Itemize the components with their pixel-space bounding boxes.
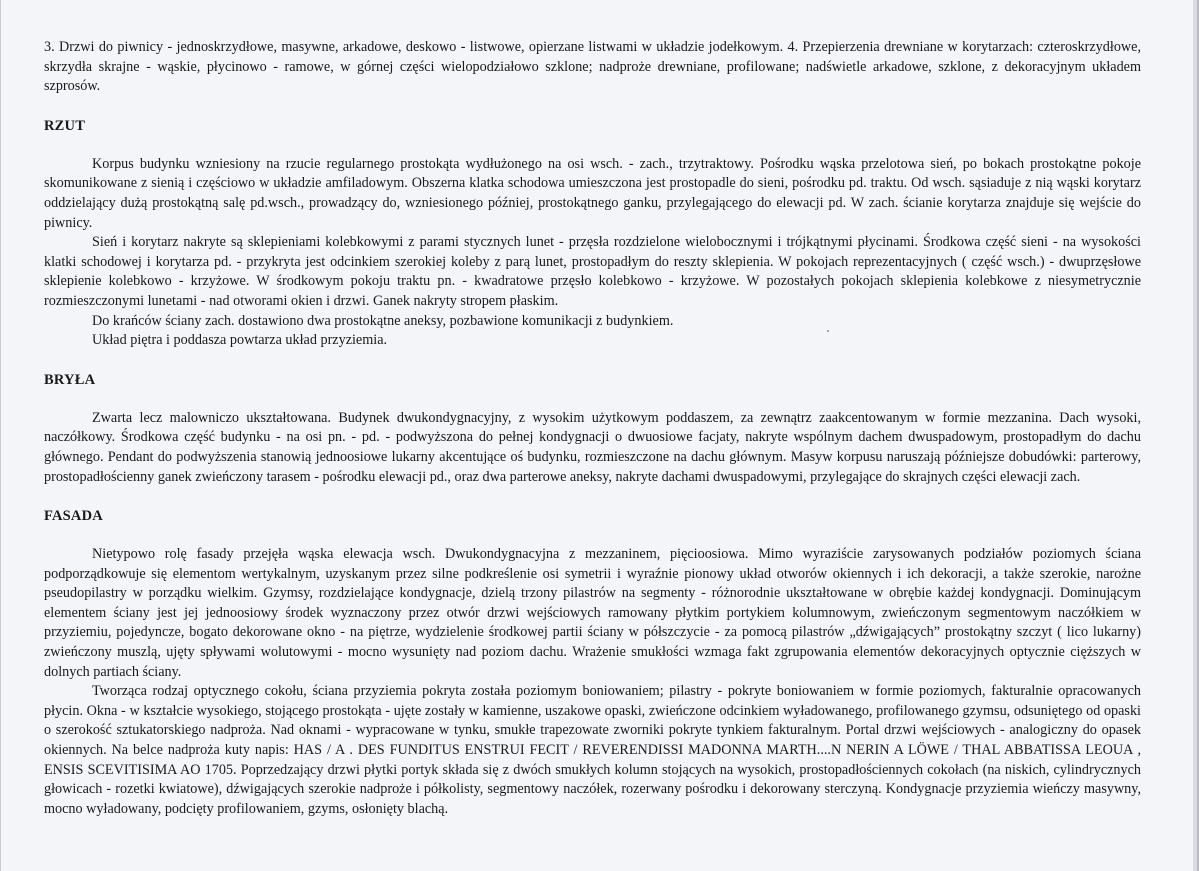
rzut-paragraph-1: Korpus budynku wzniesiony na rzucie regularnego prostokąta wydłużonego na osi wsch. - zach., trzytraktowy. Pośrodku wąska przelotowa sień, po bokach prostokątne pokoje skomunikowane z sienią i częściowo w układzie amfiladowym. Obszerna klatka schodowa umieszczona jest prostopadle do sieni, pośrodku pd. traktu. Od wsch. sąsiaduje z nią wąski korytarz oddzielający dużą prostokątną salę pd.wsch., prowadzący do, wzniesionego później, prostokątnego ganku, przylegającego do elewacji pd. W zach. ścianie korytarza znajduje się wejście do piwnicy. <box>44 155 1141 231</box>
rzut-paragraph-3: Do krańców ściany zach. dostawiono dwa prostokątne aneksy, pozbawione komunikacji z budynkiem. <box>92 312 674 329</box>
section-heading-bryla: BRYŁA <box>44 371 96 388</box>
rzut-paragraph-2: Sień i korytarz nakryte są sklepieniami kolebkowymi z parami stycznych lunet - przęsła rozdzielone wielobocznymi i trójkątnymi płycinami. Środkowa część sieni - na wysokości klatki schodowej i korytarza pd. - przykryta jest odcinkiem szerokiej koleby z parą lunet, prostopadłym do reszty sklepienia. W pokojach reprezentacyjnych ( część wsch.) - dwuprzęsłowe sklepienie kolebkowo - krzyżowe. W środkowym pokoju traktu pn. - kwadratowe przęsło kolebkowo - krzyżowe. W pozostałych pokojach sklepienia kolebkowe z niesymetrycznie rozmieszczonymi lunetami - nad otworami okien i drzwi. Ganek nakryty stropem płaskim. <box>44 234 1141 309</box>
intro-paragraph: 3. Drzwi do piwnicy - jednoskrzydłowe, masywne, arkadowe, deskowo - listwowe, opierzane listwami w układzie jodełkowym. 4. Przepierzenia drewniane w korytarzach: czteroskrzydłowe, skrzydła skrajne - wąskie, płycinowo - ramowe, w górnej części wielopodziałowo szklone; nadproże drewniane, profilowane; nadświetle arkadowe, szklone, z dekoracyjnym układem szprosów. <box>44 39 1141 95</box>
bryla-paragraph-1: Zwarta lecz malowniczo ukształtowana. Budynek dwukondygnacyjny, z wysokim użytkowym poddaszem, za zewnątrz zaakcentowanym w formie mezzanina. Dach wysoki, naczółkowy. Środkowa część budynku - na osi pn. - pd. - podwyższona do pełnej kondygnacji o dwuosiowe facjaty, nakryte wspólnym dachem dwuspadowym, prostopadłym do dachu głównego. Pendant do podwyższenia stanowią jednoosiowe lukarny akcentujące oś budynku, rozmieszczone na dachu głównym. Masyw korpusu naruszają późniejsze dobudówki: parterowy, prostopadłościenny ganek zwieńczony tarasem - pośrodku elewacji pd., oraz dwa parterowe aneksy, nakryte dachami dwuspadowymi, przylegające do skrajnych części elewacji zach. <box>44 409 1141 485</box>
section-heading-rzut: RZUT <box>44 117 86 134</box>
scan-speck <box>827 330 829 332</box>
section-heading-fasada: FASADA <box>44 508 103 525</box>
fasada-paragraph-1: Nietypowo rolę fasady przejęła wąska elewacja wsch. Dwukondygnacyjna z mezzaninem, pięcioosiowa. Mimo wyraziście zarysowanych podziałów poziomych ściana podporządkowuje się elementom wertykalnym, uzyskanym przez silne podkreślenie osi symetrii i wyraźnie pionowy układ otworów okiennych i ich dekoracji, a także szerokie, narożne pseudopilastry w porządku wielkim. Gzymsy, rozdzielające kondygnacje, dzielą trzony pilastrów na segmenty - różnorodnie ukształtowane w obrębie każdej kondygnacji. Dominującym elementem ściany jest jej jednoosiowy środek wyznaczony przez otwór drzwi wejściowych ramowany płytkim portykiem kolumnowym, zwieńczonym segmentowym naczółkiem w przyziemiu, pojedyncze, bogato dekorowane okno - na piętrze, wydzielenie środkowej partii ściany w półszczycie - za pomocą pilastrów „dźwigających” prostokątny szczyt ( lico lukarny) zwieńczony muszlą, ujęty spływami wolutowymi - mocno wysunięty nad poziom dachu. Wrażenie smukłości wzmaga fakt zgrupowania elementów dekoracyjnych optycznie cięższych w dolnych partiach ściany. <box>44 546 1141 680</box>
rzut-paragraph-4: Układ piętra i poddasza powtarza układ przyziemia. <box>92 332 388 349</box>
fasada-paragraph-2: Tworząca rodzaj optycznego cokołu, ściana przyziemia pokryta została poziomym boniowaniem; pilastry - pokryte boniowaniem w formie poziomych, fakturalnie opracowanych płycin. Okna - w kształcie wysokiego, stojącego prostokąta - ujęte zostały w kamienne, uszakowe opaski, zwieńczone odcinkiem wyładowanego, profilowanego gzymsu, odsuniętego od opaski o szerokość sztukatorskiego nadproża. Nad oknami - wypracowane w tynku, smukłe trapezowate zworniki pokryte tynkiem fakturalnym. Portal drzwi wejściowych - analogiczny do opasek okiennych. Na belce nadproża kuty napis: HAS / A . DES FUNDITUS ENSTRUI FECIT / REVERENDISSI MADONNA MARTH....N NERIN A LÖWE / THAL ABBATISSA LEOUA , ENSIS SCEVITISIMA AO 1705. Poprzedzający drzwi płytki portyk składa się z dwóch smukłych kolumn stojących na wysokich, prostopadłościennych cokołach (na niskich, cylindrycznych głowicach - rozetki kwiatowe), dźwigających szerokie nadproże i półkolisty, segmentowy naczółek, rozerwany pośrodku i dekorowany sterczyną. Kondygnacje przyziemia wieńczy masywny, mocno wyładowany, podcięty profilowaniem, gzyms, osłonięty blachą. <box>44 683 1141 817</box>
